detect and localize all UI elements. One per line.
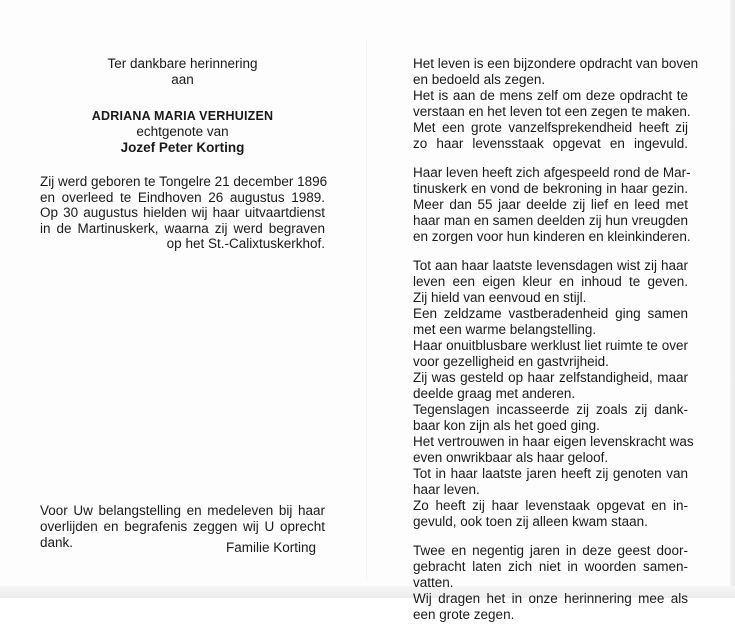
text-line: Twee en negentig jaren in deze geest door- xyxy=(413,543,688,558)
text-line: Tot in haar laatste jaren heeft zij genoten van xyxy=(413,466,688,481)
text-line: even onwrikbaar als haar geloof. xyxy=(413,450,609,465)
bio-line: in de Martinuskerk, waarna zij werd begraven xyxy=(40,220,325,236)
card-edge-right xyxy=(730,0,735,598)
text-line: een grote zegen. xyxy=(413,607,515,622)
left-column xyxy=(40,56,328,252)
text-line: Met een grote vanzelfsprekendheid heeft zij xyxy=(413,120,688,135)
heading-line: Ter dankbare herinnering xyxy=(107,56,258,71)
memorial-heading xyxy=(40,56,325,156)
thanks-line: overlijden en begrafenis zeggen wij U oprecht xyxy=(40,519,325,534)
biography xyxy=(40,174,328,252)
text-line: Wij dragen het in onze herinnering mee als xyxy=(413,591,688,606)
text-line: voor gezelligheid en gastvrijheid. xyxy=(413,354,609,369)
spouse-name: Jozef Peter Korting xyxy=(120,140,245,155)
text-line: leven een eigen kleur en inhoud te geven. xyxy=(413,274,688,289)
text-line: baar kon zijn als het goed ging. xyxy=(413,418,600,433)
paragraph xyxy=(413,56,699,152)
bio-line: Op 30 augustus hielden wij haar uitvaartdienst xyxy=(40,205,325,221)
text-line: gebracht laten zich niet in woorden samen- xyxy=(413,559,688,574)
text-line: verstaan en het leven tot een zegen te maken. xyxy=(413,104,691,119)
card-fold xyxy=(366,40,367,580)
text-line: Het is aan de mens zelf om deze opdracht te xyxy=(413,88,688,103)
text-line: Een zeldzame vastberadenheid ging samen xyxy=(413,306,688,321)
bio-line: en overleed te Eindhoven 26 augustus 1989. xyxy=(40,189,325,205)
text-line: gevuld, ook toen zij alleen kwam staan. xyxy=(413,514,648,529)
text-line: zo haar levensstaak opgevat en ingevuld. xyxy=(413,136,688,151)
text-line: en bedoeld als zegen. xyxy=(413,72,546,87)
heading-line: aan xyxy=(171,72,194,87)
text-line: Het leven is een bijzondere opdracht van boven xyxy=(413,56,699,71)
right-column xyxy=(413,56,699,636)
thanks-line: Voor Uw belangstelling en medeleven bij haar xyxy=(40,503,325,518)
text-line: Tegenslagen incasseerde zij zoals zij dank- xyxy=(413,402,688,417)
bio-line: Zij werd geboren te Tongelre 21 december 1896 xyxy=(40,174,328,189)
thanks-line: dank. xyxy=(40,535,74,550)
text-line: Haar leven heeft zich afgespeeld rond de Mar- xyxy=(413,165,691,180)
text-line: vatten. xyxy=(413,575,454,590)
text-line: Tot aan haar laatste levensdagen wist zij haar xyxy=(413,258,688,273)
text-line: en zorgen voor hun kinderen en kleinkinderen. xyxy=(413,229,691,244)
paragraph xyxy=(413,258,694,530)
text-line: Zo heeft zij haar levenstaak opgevat en in- xyxy=(413,498,688,513)
text-line: tinuskerk en vond de bekroning in haar gezin. xyxy=(413,181,688,196)
deceased-name: ADRIANA MARIA VERHUIZEN xyxy=(91,109,274,123)
text-line: met een warme belangstelling. xyxy=(413,322,597,337)
family-signoff: Familie Korting xyxy=(225,540,316,555)
relation-text: echtgenote van xyxy=(136,124,229,139)
paragraph xyxy=(413,165,691,245)
text-line: haar leven. xyxy=(413,482,480,497)
text-line: Meer dan 55 jaar deelde zij lief en leed met xyxy=(413,197,688,212)
text-line: Zij was gesteld op haar zelfstandigheid, maar xyxy=(413,370,688,385)
text-line: deelde graag met anderen. xyxy=(413,386,576,401)
text-line: Haar onuitblusbare werklust liet ruimte te over xyxy=(413,338,688,353)
text-line: Zij hield van eenvoud en stijl. xyxy=(413,290,587,305)
text-line: Het vertrouwen in haar eigen levenskracht was xyxy=(413,434,694,449)
text-line: haar man en samen deelden zij hun vreugden xyxy=(413,213,688,228)
bio-line: op het St.-Calixtuskerkhof. xyxy=(166,236,325,252)
paragraph xyxy=(413,543,688,623)
